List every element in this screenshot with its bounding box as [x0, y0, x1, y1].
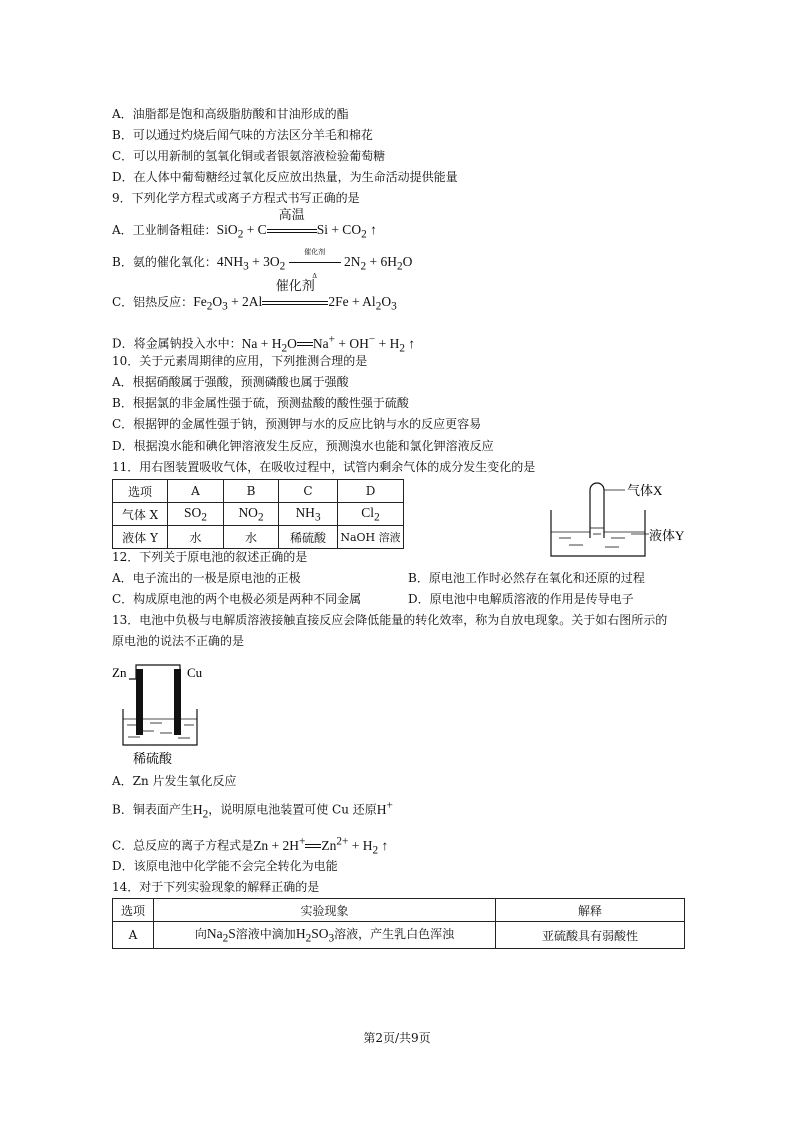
- q9-d-equation: $Na + H_2O$ $Na^+ + OH^- + H_2$ ↑: [241, 333, 416, 355]
- table-cell: NaOH 溶液: [338, 526, 404, 549]
- q14-formula-na2s: $Na_2S$: [206, 926, 236, 945]
- q9-b-equation: $4NH_3 + 3O_2$ 催化剂 Δ $2N_2 + 6H_2O$: [217, 254, 413, 269]
- q9-c-condition: 催化剂: [275, 278, 315, 293]
- q11-fig-gas-label: 气体X: [627, 483, 663, 498]
- q11-fig-liquid-label: 液体Y: [649, 528, 685, 543]
- q13-stem-line1: 13．电池中负极与电解质溶液接触直接反应会降低能量的转化效率，称为自放电现象。关于如右图所示的: [112, 613, 668, 627]
- q8-option-d: D．在人体中葡萄糖经过氧化反应放出热量，为生命活动提供能量: [112, 170, 458, 184]
- q9-c-label: C．铝热反应：: [112, 295, 194, 309]
- q13-c-equation: Zn + 2H+ $Zn^{2+} + H_2$ ↑: [253, 835, 389, 857]
- q12-stem: 12．下列关于原电池的叙述正确的是: [112, 550, 308, 564]
- q12-option-b: B．原电池工作时必然存在氧化和还原的过程: [408, 571, 645, 585]
- q9-a-label: A．工业制备粗硅：: [112, 223, 217, 237]
- table-cell: [154, 922, 496, 949]
- q10-option-d: D．根据溴水能和碘化钾溶液发生反应，预测溴水也能和氯化钾溶液反应: [112, 439, 494, 453]
- q12-option-a: A．电子流出的一极是原电池的正极: [112, 571, 301, 585]
- q13-b-text1: B．铜表面产生: [112, 802, 193, 817]
- q12-option-d: D．原电池中电解质溶液的作用是传导电子: [408, 592, 634, 606]
- q13-stem-line2: 原电池的说法不正确的是: [112, 634, 245, 648]
- table-cell: 选项: [113, 480, 168, 503]
- table-cell: B: [224, 480, 279, 503]
- table-cell: D: [338, 480, 404, 503]
- q9-b-condition-top: 催化剂: [304, 248, 326, 256]
- table-row: [113, 922, 685, 949]
- q13-b-formula-h2: $H_2$: [192, 801, 209, 821]
- table-cell: A: [168, 480, 224, 503]
- q11-stem: 11．用右图装置吸收气体，在吸收过程中，试管内剩余气体的成分发生变化的是: [112, 460, 536, 474]
- q10-option-c: C．根据钾的金属性强于钠，预测钾与水的反应比钠与水的反应更容易: [112, 417, 482, 431]
- table-cell: C: [279, 480, 338, 503]
- q9-d-label: D．将金属钠投入水中：: [112, 336, 242, 351]
- q10-option-a: A．根据硝酸属于强酸，预测磷酸也属于强酸: [112, 375, 349, 389]
- q14-stem: 14．对于下列实验现象的解释正确的是: [112, 880, 320, 894]
- q9-b-label: B．氨的催化氧化：: [112, 255, 217, 269]
- q11-apparatus-figure: [545, 476, 705, 564]
- q9-a-equation: SiO$_2$ + C 高温 $Si + CO_2$ ↑: [216, 207, 377, 241]
- q9-option-c: [112, 278, 397, 315]
- q9-b-condition-bottom: Δ: [312, 272, 317, 280]
- q13-option-a: A．Zn 片发生氧化反应: [112, 774, 237, 788]
- q9-a-condition: 高温: [278, 207, 305, 222]
- q8-option-a: A．油脂都是饱和高级脂肪酸和甘油形成的酯: [112, 107, 349, 121]
- q11-table: [112, 479, 404, 549]
- q13-option-c: [112, 833, 388, 858]
- q14-text3: 溶液，产生乳白色浑浊: [334, 927, 455, 942]
- q10-stem: 10．关于元素周期律的应用，下列推测合理的是: [112, 354, 368, 368]
- q13-fig-zn-label: Zn: [112, 665, 127, 680]
- table-cell: $SO_2$: [168, 503, 224, 526]
- table-row: [113, 480, 404, 503]
- table-cell: 气体 X: [113, 503, 168, 526]
- q14-table: [112, 898, 685, 949]
- q12-option-c: C．构成原电池的两个电极必须是两种不同金属: [112, 592, 362, 606]
- table-cell: A: [113, 922, 154, 949]
- cu-electrode: [174, 669, 181, 735]
- q13-c-text: C．总反应的离子方程式是: [112, 838, 254, 853]
- q9-option-b: [112, 248, 413, 280]
- q13-fig-acid-label: 稀硫酸: [133, 751, 173, 766]
- q13-option-b: [112, 797, 393, 822]
- table-cell: $NO_2$: [224, 503, 279, 526]
- table-cell: 实验现象: [154, 899, 496, 922]
- q14-formula-h2so3: $H_2SO_3$: [295, 926, 335, 945]
- q13-option-d: D．该原电池中化学能不会完全转化为电能: [112, 859, 338, 873]
- table-cell: 液体 Y: [113, 526, 168, 549]
- table-row: [113, 899, 685, 922]
- table-cell: $Cl_2$: [338, 503, 404, 526]
- q10-option-b: B．根据氯的非金属性强于硫，预测盐酸的酸性强于硫酸: [112, 396, 409, 410]
- page-footer: 第2页/共9页: [363, 1031, 431, 1045]
- zn-electrode: [136, 669, 143, 735]
- q14-text1: 向: [194, 927, 207, 942]
- table-cell: 水: [224, 526, 279, 549]
- q13-b-text2: ，说明原电池装置可使 Cu 还原: [208, 802, 377, 817]
- q13-b-formula-hplus: H+: [376, 799, 393, 817]
- table-cell: 解释: [496, 899, 685, 922]
- table-row: [113, 503, 404, 526]
- q9-option-a: [112, 207, 377, 243]
- q8-option-b: B．可以通过灼烧后闻气味的方法区分羊毛和棉花: [112, 128, 373, 142]
- table-cell: 亚硫酸具有弱酸性: [496, 922, 685, 949]
- table-cell: 选项: [113, 899, 154, 922]
- table-cell: 水: [168, 526, 224, 549]
- q13-fig-cu-label: Cu: [187, 665, 203, 680]
- table-cell: $NH_3$: [279, 503, 338, 526]
- q14-text2: 溶液中滴加: [235, 927, 296, 942]
- table-row: [113, 526, 404, 549]
- q9-stem: 9．下列化学方程式或离子方程式书写正确的是: [112, 191, 360, 205]
- table-cell: 稀硫酸: [279, 526, 338, 549]
- q13-cell-figure: [110, 659, 220, 771]
- q8-option-c: C．可以用新制的氢氧化铜或者银氨溶液检验葡萄糖: [112, 149, 386, 163]
- q9-c-equation: $Fe_2O_3 + 2Al$ 催化剂 $2Fe + Al_2O_3$: [193, 278, 397, 313]
